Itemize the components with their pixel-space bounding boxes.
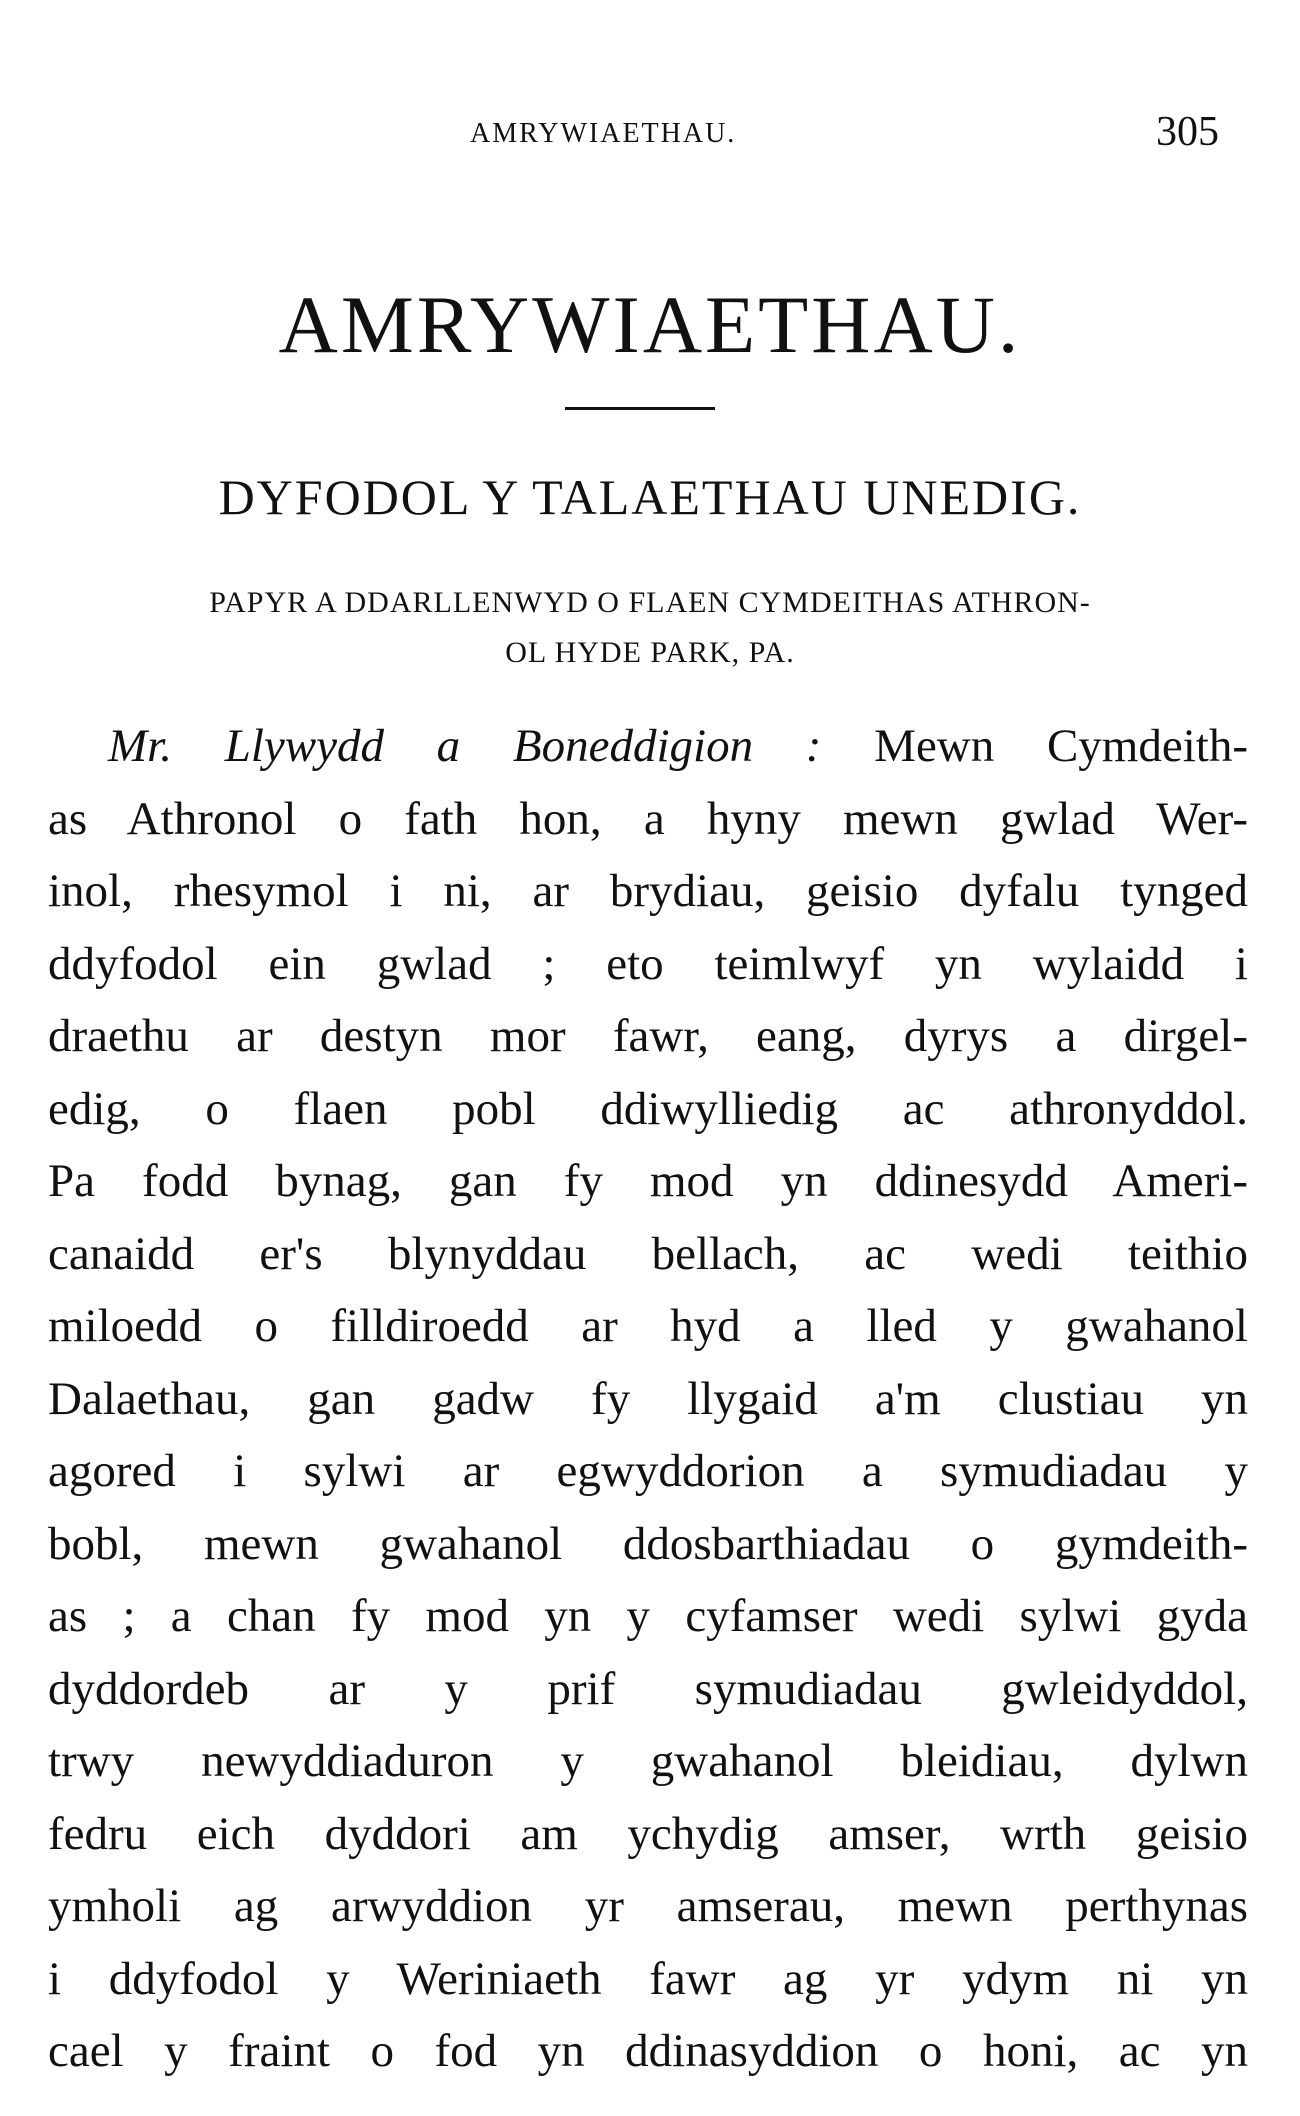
body-line: as ; a chan fy mod yn y cyfamser wedi sylwi gyda — [48, 1590, 1248, 1642]
chapter-title: AMRYWIAETHAU. — [278, 279, 1022, 370]
body-line: inol, rhesymol i ni, ar brydiau, geisio dyfalu tynged — [48, 865, 1248, 917]
body-line: Dalaethau, gan gadw fy llygaid a'm clustiau yn — [48, 1372, 1248, 1425]
title-divider — [565, 407, 715, 410]
first-line-rest: Mewn Cymdeith- — [874, 720, 1248, 772]
body-line: bobl, mewn gwahanol ddosbarthiadau o gymdeith- — [48, 1517, 1248, 1570]
body-line: cael y fraint o fod yn ddinasyddion o honi, ac yn — [48, 2025, 1248, 2077]
body-line: agored i sylwi ar egwyddorion a symudiadau y — [48, 1445, 1248, 1497]
subtitle-line-2: OL HYDE PARK, PA. — [505, 636, 795, 669]
body-line: as Athronol o fath hon, a hyny mewn gwlad Wer- — [48, 792, 1248, 845]
body-line: miloedd o filldiroedd ar hyd a lled y gwahanol — [48, 1300, 1248, 1352]
body-line: Pa fodd bynag, gan fy mod yn ddinesydd Ameri- — [48, 1155, 1248, 1207]
body-line: ddyfodol ein gwlad ; eto teimlwyf yn wylaidd i — [48, 937, 1248, 990]
body-text — [48, 710, 1248, 2088]
body-line: edig, o flaen pobl ddiwylliedig ac athronyddol. — [48, 1082, 1248, 1135]
body-line: draethu ar destyn mor fawr, eang, dyrys a dirgel- — [48, 1010, 1248, 1062]
section-title: DYFODOL Y TALAETHAU UNEDIG. — [218, 469, 1082, 525]
subtitle — [50, 578, 1250, 678]
page-number: 305 — [1156, 109, 1219, 155]
body-line: canaidd er's blynyddau bellach, ac wedi teithio — [48, 1227, 1248, 1280]
body-line: trwy newyddiaduron y gwahanol bleidiau, dylwn — [48, 1735, 1248, 1787]
body-line: fedru eich dyddori am ychydig amser, wrth geisio — [48, 1807, 1248, 1860]
running-head: AMRYWIAETHAU. — [470, 118, 737, 149]
subtitle-line-1: PAPYR A DDARLLENWYD O FLAEN CYMDEITHAS ATHRON- — [209, 586, 1091, 619]
body-line: ymholi ag arwyddion yr amserau, mewn perthynas — [48, 1880, 1248, 1932]
body-line: i ddyfodol y Weriniaeth fawr ag yr ydym ni yn — [48, 1952, 1248, 2005]
body-line: dyddordeb ar y prif symudiadau gwleidyddol, — [48, 1662, 1248, 1715]
body-line-first — [48, 710, 1248, 783]
salutation: Mr. Llywydd a Boneddigion : — [108, 720, 822, 772]
